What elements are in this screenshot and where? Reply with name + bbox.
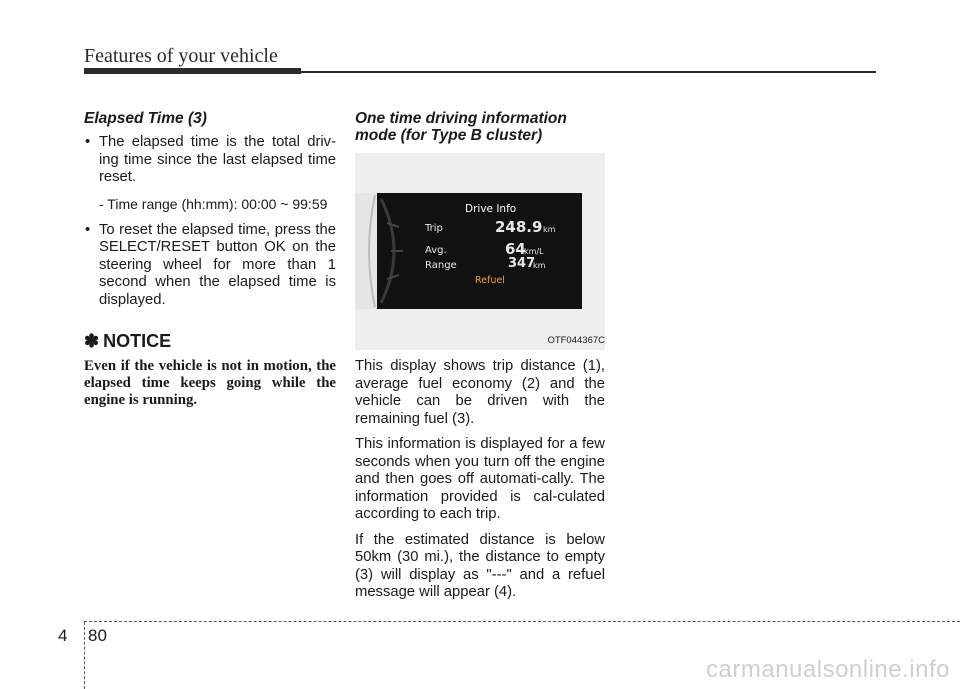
paragraph: This information is displayed for a few seconds when you turn off the engine and then goes off automati-cally. The information provided is cal-culated according to each trip. <box>355 436 605 522</box>
gauge-edge-graphic <box>355 193 377 309</box>
avg-label: Avg. <box>425 245 447 256</box>
notice-text: Even if the vehicle is not in motion, the elapsed time keeps going while the engine is running. <box>84 358 336 408</box>
header-rule-thick <box>84 68 301 74</box>
time-range-note: - Time range (hh:mm): 00:00 ~ 99:59 <box>99 195 328 212</box>
bullet-item <box>84 134 336 187</box>
range-value: 347 <box>508 256 536 271</box>
bullet-text: The elapsed time is the total driv-ing time since the last elapsed time reset. <box>99 134 336 185</box>
refuel-message: Refuel <box>475 275 505 286</box>
bullet-dot-icon: • <box>85 221 91 238</box>
driving-info-heading: One time driving information mode (for Type B cluster) <box>355 110 567 144</box>
avg-unit: km/L <box>524 247 544 256</box>
paragraph: If the estimated distance is below 50km (30 mi.), the distance to empty (3) will display as "---" and a refuel message will appear (4). <box>355 531 605 600</box>
right-column <box>355 110 605 602</box>
footer-rule <box>84 621 960 622</box>
notice-heading <box>84 331 336 352</box>
figure-code: OTF044367C <box>547 335 605 346</box>
bullet-item <box>84 222 336 310</box>
page-header-title: Features of your vehicle <box>84 45 278 67</box>
range-label: Range <box>425 260 457 271</box>
section-number: 4 <box>58 626 68 645</box>
bullet-text: To reset the elapsed time, press the SELECT/RESET button OK on the steering wheel for more than 1 second when the elapsed time is displayed. <box>99 221 336 308</box>
cluster-display-figure <box>355 153 605 350</box>
elapsed-time-heading: Elapsed Time (3) <box>84 110 207 127</box>
avg-value: 64 <box>505 240 526 258</box>
notice-title: NOTICE <box>103 331 172 351</box>
drive-info-title: Drive Info <box>465 203 517 215</box>
page-number: 80 <box>88 626 107 645</box>
header-rule-thin <box>301 71 876 73</box>
left-column <box>84 110 336 409</box>
trip-label: Trip <box>425 223 443 234</box>
range-unit: km <box>533 261 546 270</box>
cluster-screen <box>377 193 582 309</box>
footer-vertical-rule <box>84 622 85 689</box>
bullet-dot-icon: • <box>85 134 91 150</box>
watermark: carmanualsonline.info <box>706 656 950 683</box>
trip-value: 248.9 <box>495 218 543 236</box>
gauge-needle-graphic <box>377 193 417 309</box>
trip-unit: km <box>543 225 556 234</box>
notice-star-icon: ✽ <box>84 331 100 351</box>
paragraph: This display shows trip distance (1), average fuel economy (2) and the vehicle can be driven with the remaining fuel (3). <box>355 358 605 427</box>
